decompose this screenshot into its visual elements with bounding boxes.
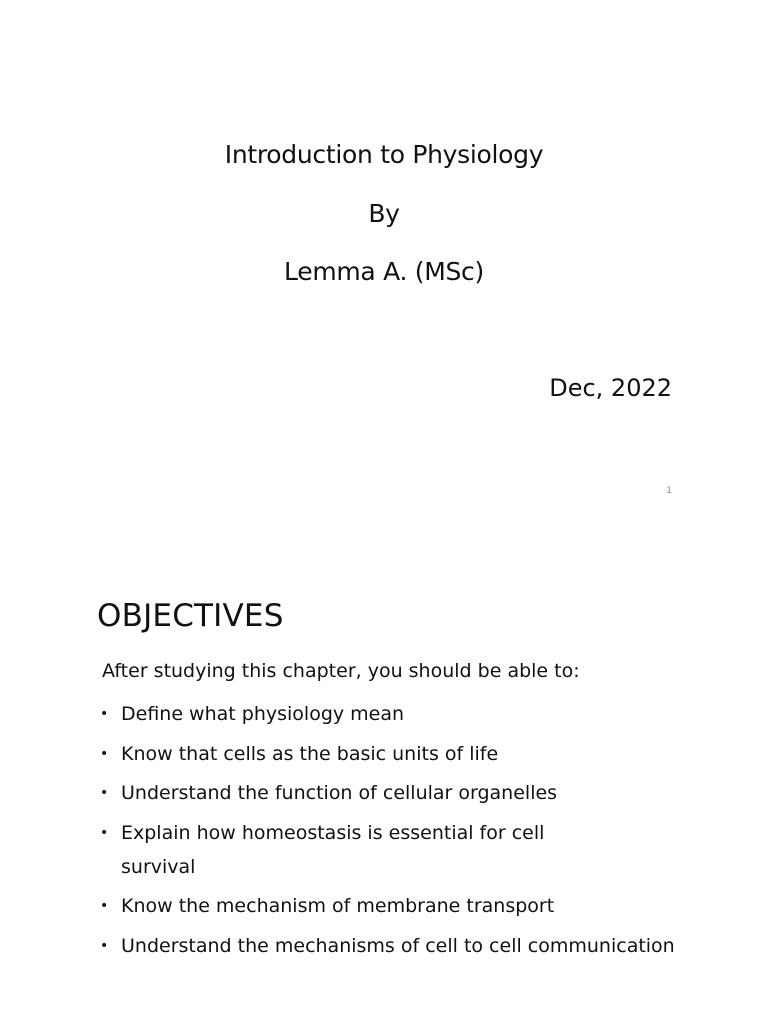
bullet-icon: • [100,785,109,801]
list-item [100,929,700,963]
objective-text: Know that cells as the basic units of life [121,742,499,765]
list-item [100,889,700,923]
list-item [100,737,700,771]
author-name: Lemma A. (MSc) [284,257,484,286]
bullet-icon: • [100,824,109,841]
list-item [100,697,700,731]
list-item [100,816,700,884]
list-item [100,776,700,810]
objective-text-continued: survival [121,855,196,878]
objective-text: Define what physiology mean [121,703,405,725]
presentation-date: Dec, 2022 [549,374,672,402]
objective-list [100,697,700,968]
slide-number: 1 [666,486,672,496]
bullet-icon: • [100,745,109,762]
objectives-heading: OBJECTIVES [97,598,284,634]
objective-text: Understand the mechanisms of cell to cell communication [121,934,675,957]
bullet-icon: • [100,898,109,914]
objective-text: Know the mechanism of membrane transport [121,895,555,917]
presentation-title: Introduction to Physiology [224,140,544,169]
by-label: By [368,199,400,228]
objective-text: Understand the function of cellular organelles [121,782,558,804]
bullet-icon: • [100,937,109,954]
objectives-intro: After studying this chapter, you should be able to: [102,660,580,682]
objective-text: Explain how homeostasis is essential for cell [121,821,545,844]
bullet-icon: • [100,706,109,722]
